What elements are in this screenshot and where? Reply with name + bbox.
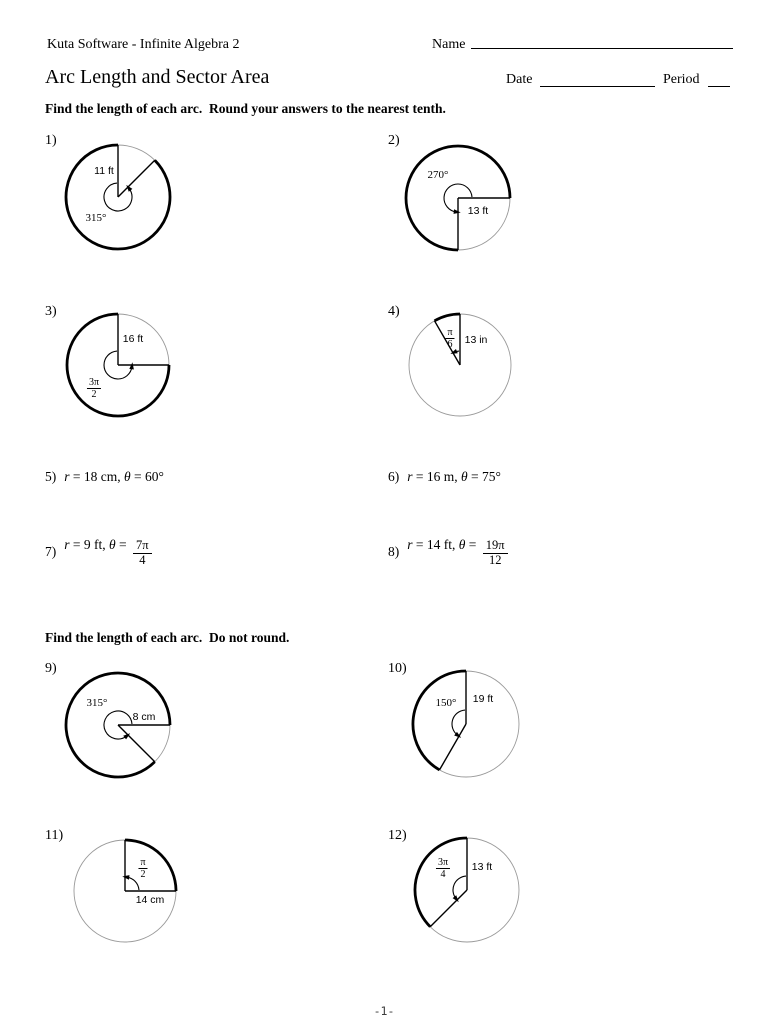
angle-label [445,326,454,350]
problem-statement: r = 14 ft, θ = $\frac{19\pi}{12}$ [407,537,510,568]
problem-statement: r = 9 ft, θ = $\frac{7\pi}{4}$ [64,537,154,568]
circle-figure [397,820,537,960]
arc-diagram [48,655,188,795]
section-2-instruction: Find the length of each arc. Do not round. [45,630,290,645]
date-blank-line [540,86,655,87]
name-blank-line [471,48,733,49]
arc-diagram [48,295,188,435]
angle-label [87,376,101,400]
text-problem [388,469,501,485]
date-label: Date [506,72,533,87]
problem-number: 9) [45,661,57,676]
radius-label: 16 ft [122,333,144,345]
angle-arrow-icon [454,209,461,214]
radius-label: 13 ft [467,205,489,217]
radius-label: 19 ft [472,693,494,705]
fraction: $\frac{3\pi}{2}$ [88,377,100,400]
radius-label: 8 cm [132,711,156,723]
problem-number: 6) [388,469,400,484]
problem-number: 8) [388,544,400,560]
arc-diagram [396,654,536,794]
circle-figure [396,654,536,794]
angle-label: 270° [427,169,449,181]
circle-figure [388,128,528,268]
period-blank-line [708,86,730,87]
radius-label: 11 ft [94,165,114,177]
angle-arrow-icon [129,362,134,369]
name-label: Name [432,37,466,52]
problem-statement: r = 18 cm, θ = 60° [64,469,164,484]
fraction: $\frac{19\pi}{12}$ [483,539,508,568]
problem-number: 2) [388,133,400,148]
period-label: Period [663,72,700,87]
circle-figure [55,821,195,961]
problem-number: 12) [388,828,407,843]
problem-number: 3) [45,304,57,319]
fraction: $\frac{\pi}{2}$ [140,857,146,880]
radius-label: 14 cm [135,894,165,906]
fraction: $\frac{7\pi}{4}$ [133,539,152,568]
angle-label [138,856,147,880]
arc-diagram [388,128,528,268]
circle-figure [48,655,188,795]
problem-number: 7) [45,544,57,560]
circle-figure [390,295,530,435]
angle-label: 315° [86,697,108,709]
radius-label: 13 in [464,334,488,346]
circle-figure [48,127,188,267]
problem-number: 10) [388,661,407,676]
circle-figure [48,295,188,435]
section-1-instruction: Find the length of each arc. Round your answers to the nearest tenth. [45,101,446,116]
fraction: $\frac{3\pi}{4}$ [437,857,449,880]
problem-statement: r = 16 m, θ = 75° [407,469,501,484]
problem-number: 4) [388,304,400,319]
arc-diagram [55,821,195,961]
angle-label: 150° [435,697,457,709]
fraction: $\frac{\pi}{6}$ [447,327,453,350]
angle-arrow-icon [122,875,129,880]
page-number: -1- [373,1004,395,1018]
arc-diagram [48,127,188,267]
problem-number: 5) [45,469,57,484]
text-problem [45,537,155,568]
page-title: Arc Length and Sector Area [45,66,270,88]
angle-label: 315° [85,212,107,224]
arc-diagram [390,295,530,435]
angle-label [436,856,450,880]
brand-text: Kuta Software - Infinite Algebra 2 [47,37,240,52]
text-problem [45,469,164,485]
arc-diagram [397,820,537,960]
text-problem [388,537,511,568]
problem-number: 1) [45,133,57,148]
problem-number: 11) [45,828,64,843]
radius-label: 13 ft [471,861,493,873]
